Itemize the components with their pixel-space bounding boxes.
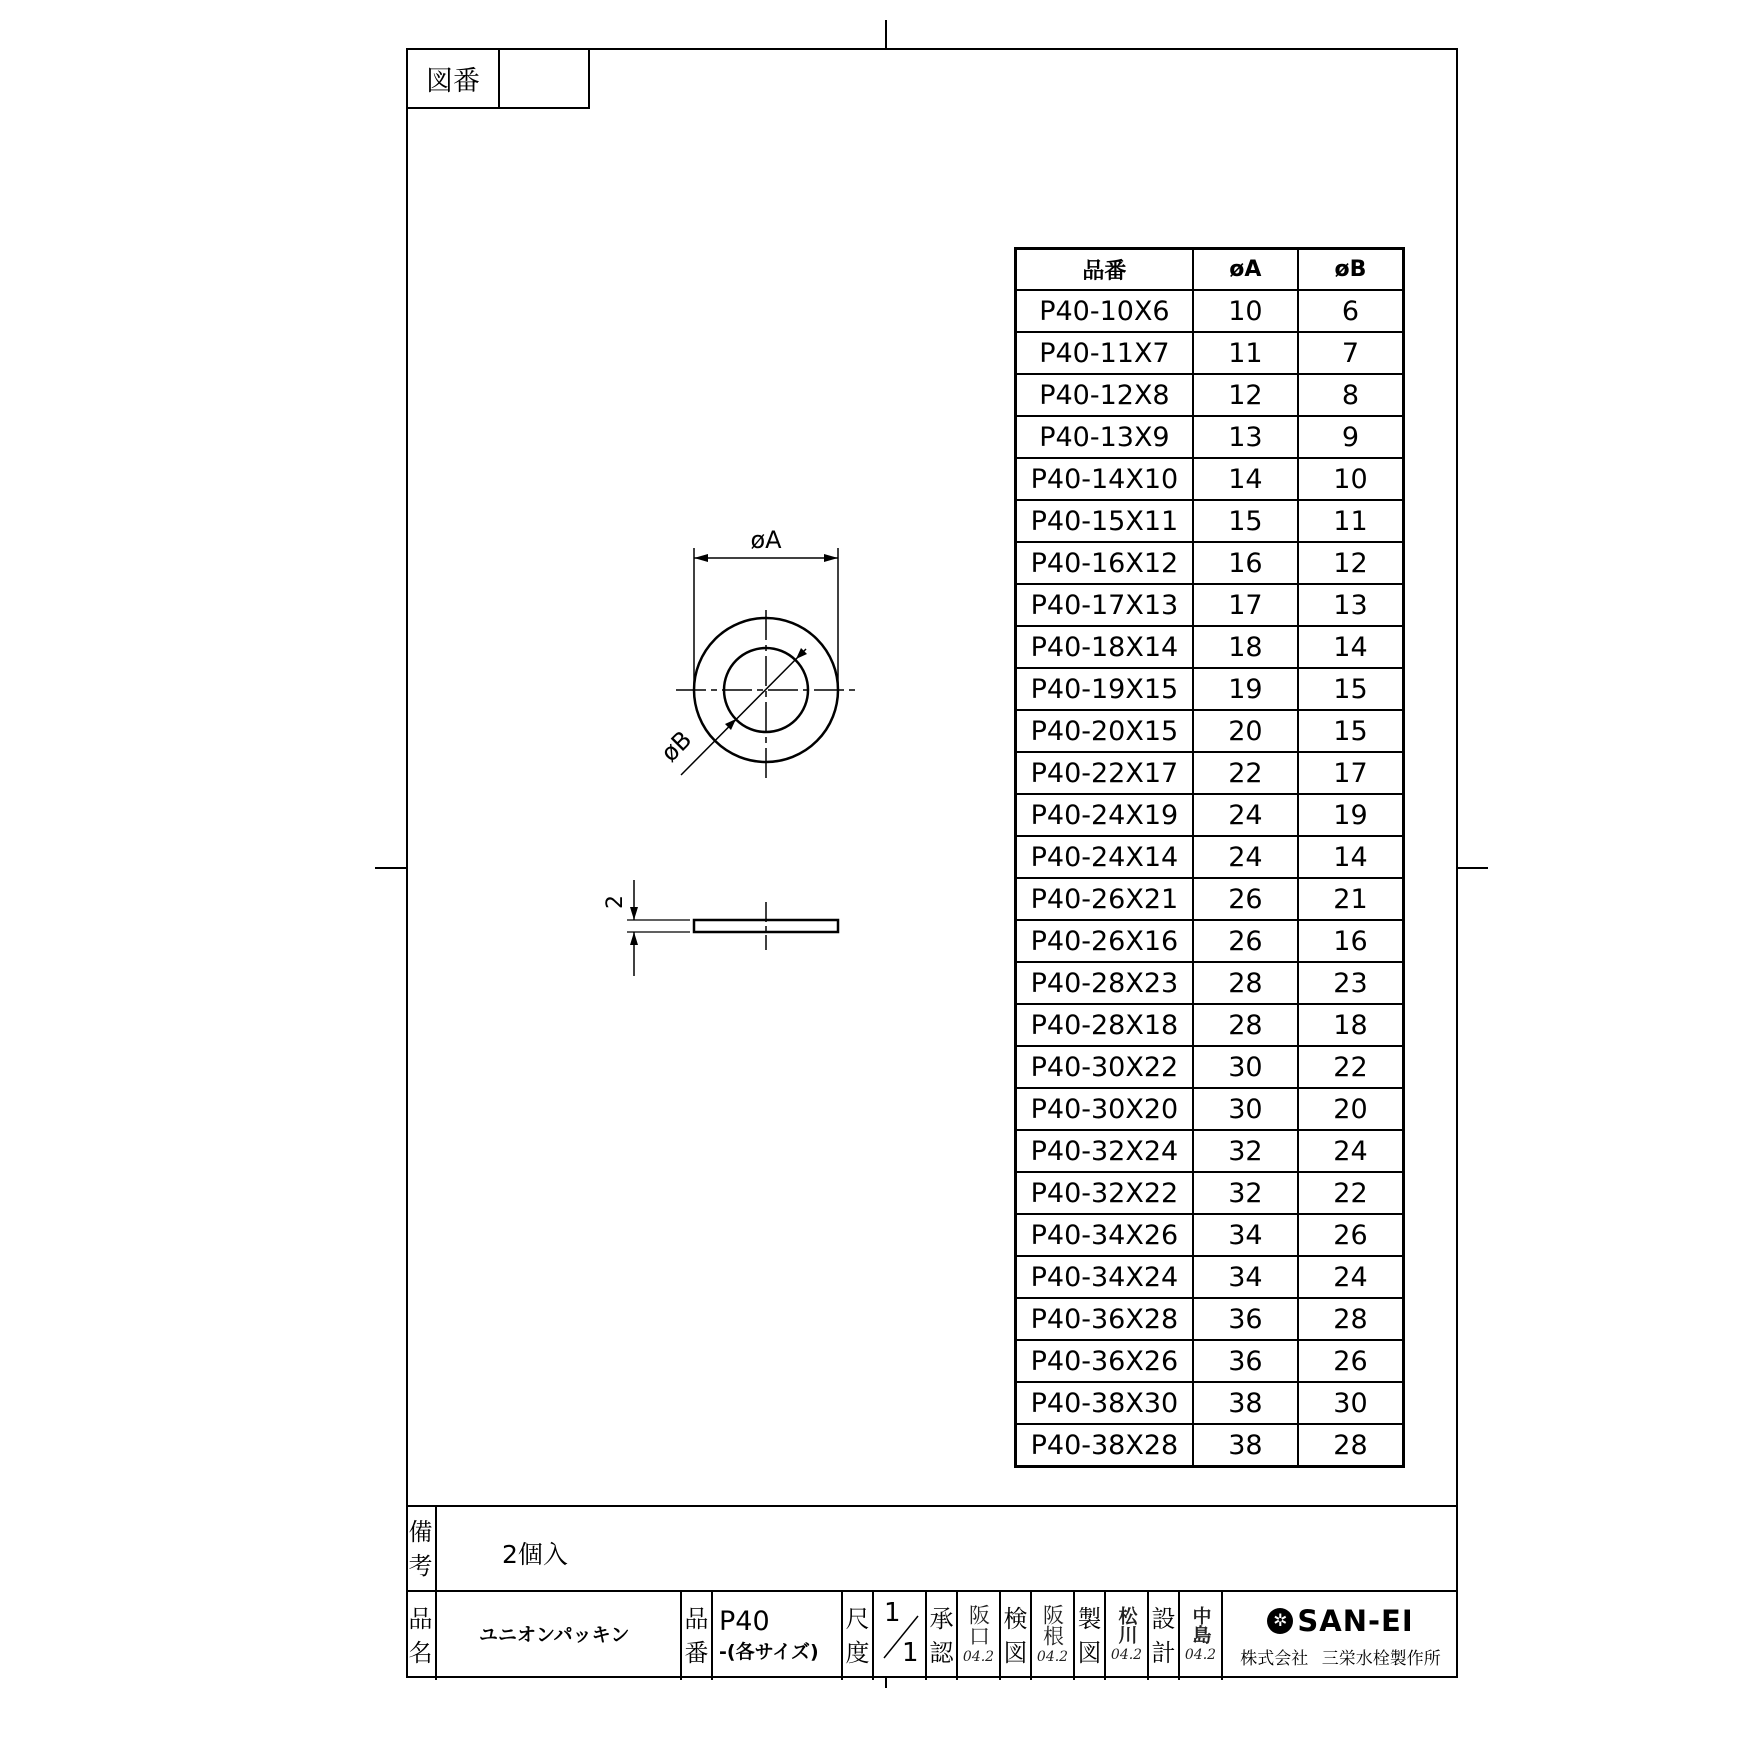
design-signature: 中島 04.2 xyxy=(1180,1592,1223,1680)
part-number-cell: P40-38X30 xyxy=(1016,1382,1193,1424)
phi-b-cell: 28 xyxy=(1298,1298,1404,1340)
phi-b-cell: 26 xyxy=(1298,1340,1404,1382)
part-number-cell: P40-28X23 xyxy=(1016,962,1193,1004)
table-row xyxy=(1016,1130,1404,1172)
table-row xyxy=(1016,752,1404,794)
phi-b-cell: 19 xyxy=(1298,794,1404,836)
phi-b-cell: 14 xyxy=(1298,626,1404,668)
product-name-value: ユニオンパッキン xyxy=(437,1592,682,1680)
table-row xyxy=(1016,1340,1404,1382)
phi-a-cell: 26 xyxy=(1193,920,1298,962)
part-number-cell: P40-12X8 xyxy=(1016,374,1193,416)
phi-b-cell: 15 xyxy=(1298,710,1404,752)
header-part-number: 品番 xyxy=(1016,249,1193,291)
dim-t-label: 2 xyxy=(603,895,628,909)
remarks-value: 2個入 xyxy=(502,1540,568,1569)
approved-signature: 阪口 04.2 xyxy=(958,1592,1001,1680)
table-row xyxy=(1016,458,1404,500)
phi-b-cell: 22 xyxy=(1298,1046,1404,1088)
table-row xyxy=(1016,794,1404,836)
phi-a-cell: 15 xyxy=(1193,500,1298,542)
table-row xyxy=(1016,1382,1404,1424)
phi-a-cell: 24 xyxy=(1193,836,1298,878)
part-number-cell: P40-13X9 xyxy=(1016,416,1193,458)
part-number-cell: P40-38X28 xyxy=(1016,1424,1193,1467)
table-row xyxy=(1016,710,1404,752)
dim-b-leader xyxy=(681,649,806,775)
phi-a-cell: 32 xyxy=(1193,1130,1298,1172)
table-row xyxy=(1016,878,1404,920)
dim-a-arrow-right xyxy=(824,554,838,562)
company-block xyxy=(1223,1592,1458,1680)
phi-b-cell: 10 xyxy=(1298,458,1404,500)
table-row xyxy=(1016,1004,1404,1046)
part-number-cell: P40-32X22 xyxy=(1016,1172,1193,1214)
part-number-value: P40 -(各サイズ) xyxy=(713,1592,843,1680)
header-phi-a: øA xyxy=(1193,249,1298,291)
table-row xyxy=(1016,290,1404,332)
phi-b-cell: 8 xyxy=(1298,374,1404,416)
remarks-label: 備 考 xyxy=(406,1507,437,1590)
phi-a-cell: 10 xyxy=(1193,290,1298,332)
phi-a-cell: 32 xyxy=(1193,1172,1298,1214)
table-row xyxy=(1016,500,1404,542)
table-row xyxy=(1016,1298,1404,1340)
part-number-label: 品 番 xyxy=(682,1592,713,1680)
phi-a-cell: 30 xyxy=(1193,1046,1298,1088)
phi-a-cell: 36 xyxy=(1193,1340,1298,1382)
phi-a-cell: 20 xyxy=(1193,710,1298,752)
table-row xyxy=(1016,1046,1404,1088)
phi-a-cell: 38 xyxy=(1193,1382,1298,1424)
part-number-cell: P40-16X12 xyxy=(1016,542,1193,584)
table-row xyxy=(1016,668,1404,710)
table-row xyxy=(1016,1088,1404,1130)
name-row xyxy=(406,1592,1458,1680)
drawing-number-label: 図番 xyxy=(408,50,500,107)
table-row xyxy=(1016,1214,1404,1256)
part-number-cell: P40-26X16 xyxy=(1016,920,1193,962)
dim-t-arrow-top xyxy=(630,907,638,920)
approved-label: 承 認 xyxy=(927,1592,958,1680)
phi-a-cell: 38 xyxy=(1193,1424,1298,1467)
part-number-cell: P40-22X17 xyxy=(1016,752,1193,794)
phi-b-cell: 15 xyxy=(1298,668,1404,710)
phi-b-cell: 18 xyxy=(1298,1004,1404,1046)
table-row xyxy=(1016,1172,1404,1214)
phi-b-cell: 22 xyxy=(1298,1172,1404,1214)
part-number-cell: P40-11X7 xyxy=(1016,332,1193,374)
scale-slash xyxy=(874,1592,927,1680)
phi-a-cell: 11 xyxy=(1193,332,1298,374)
table-row xyxy=(1016,1424,1404,1467)
part-number-cell: P40-24X14 xyxy=(1016,836,1193,878)
part-number-cell: P40-26X21 xyxy=(1016,878,1193,920)
dim-t-arrow-bottom xyxy=(630,932,638,945)
phi-a-cell: 17 xyxy=(1193,584,1298,626)
phi-b-cell: 6 xyxy=(1298,290,1404,332)
phi-b-cell: 11 xyxy=(1298,500,1404,542)
table-row xyxy=(1016,836,1404,878)
header-phi-b: øB xyxy=(1298,249,1404,291)
part-number-cell: P40-15X11 xyxy=(1016,500,1193,542)
part-number-cell: P40-30X20 xyxy=(1016,1088,1193,1130)
phi-a-cell: 22 xyxy=(1193,752,1298,794)
drawn-label: 製 図 xyxy=(1075,1592,1106,1680)
phi-a-cell: 16 xyxy=(1193,542,1298,584)
phi-a-cell: 34 xyxy=(1193,1256,1298,1298)
phi-a-cell: 24 xyxy=(1193,794,1298,836)
drawn-signature: 松川 04.2 xyxy=(1106,1592,1149,1680)
phi-b-cell: 14 xyxy=(1298,836,1404,878)
phi-b-cell: 30 xyxy=(1298,1382,1404,1424)
part-number-cell: P40-36X28 xyxy=(1016,1298,1193,1340)
phi-b-cell: 9 xyxy=(1298,416,1404,458)
phi-b-cell: 17 xyxy=(1298,752,1404,794)
phi-b-cell: 16 xyxy=(1298,920,1404,962)
company-name: 株式会社 三栄水栓製作所 xyxy=(1240,1648,1441,1669)
phi-a-cell: 34 xyxy=(1193,1214,1298,1256)
dim-b-label: øB xyxy=(655,725,698,768)
phi-a-cell: 26 xyxy=(1193,878,1298,920)
title-block xyxy=(406,1505,1458,1678)
part-number-cell: P40-18X14 xyxy=(1016,626,1193,668)
remarks-row xyxy=(406,1507,1458,1592)
part-number-cell: P40-14X10 xyxy=(1016,458,1193,500)
part-number-cell: P40-19X15 xyxy=(1016,668,1193,710)
phi-b-cell: 26 xyxy=(1298,1214,1404,1256)
part-number-cell: P40-24X19 xyxy=(1016,794,1193,836)
dim-a-label: øA xyxy=(750,526,782,554)
phi-a-cell: 18 xyxy=(1193,626,1298,668)
company-logo: SAN-EI xyxy=(1297,1603,1414,1638)
product-name-label: 品 名 xyxy=(406,1592,437,1680)
phi-b-cell: 24 xyxy=(1298,1130,1404,1172)
part-number-cell: P40-10X6 xyxy=(1016,290,1193,332)
table-row xyxy=(1016,374,1404,416)
phi-a-cell: 12 xyxy=(1193,374,1298,416)
spec-table-header xyxy=(1016,249,1404,291)
part-number-cell: P40-17X13 xyxy=(1016,584,1193,626)
table-row xyxy=(1016,626,1404,668)
checked-label: 検 図 xyxy=(1001,1592,1032,1680)
phi-a-cell: 28 xyxy=(1193,962,1298,1004)
phi-b-cell: 21 xyxy=(1298,878,1404,920)
part-number-cell: P40-30X22 xyxy=(1016,1046,1193,1088)
phi-b-cell: 20 xyxy=(1298,1088,1404,1130)
phi-b-cell: 7 xyxy=(1298,332,1404,374)
part-number-cell: P40-36X26 xyxy=(1016,1340,1193,1382)
phi-b-cell: 23 xyxy=(1298,962,1404,1004)
phi-a-cell: 28 xyxy=(1193,1004,1298,1046)
phi-b-cell: 24 xyxy=(1298,1256,1404,1298)
table-row xyxy=(1016,584,1404,626)
scale-value: 1 1 xyxy=(874,1592,927,1680)
phi-a-cell: 30 xyxy=(1193,1088,1298,1130)
part-number-cell: P40-34X24 xyxy=(1016,1256,1193,1298)
part-number-cell: P40-34X26 xyxy=(1016,1214,1193,1256)
phi-b-cell: 12 xyxy=(1298,542,1404,584)
design-label: 設 計 xyxy=(1149,1592,1180,1680)
checked-signature: 阪根 04.2 xyxy=(1032,1592,1075,1680)
table-row xyxy=(1016,962,1404,1004)
table-row xyxy=(1016,920,1404,962)
phi-a-cell: 36 xyxy=(1193,1298,1298,1340)
table-row xyxy=(1016,1256,1404,1298)
dim-a-arrow-left xyxy=(694,554,708,562)
phi-b-cell: 13 xyxy=(1298,584,1404,626)
part-number-cell: P40-32X24 xyxy=(1016,1130,1193,1172)
center-mark-right xyxy=(1458,867,1488,869)
logo-mark-icon: ✲ xyxy=(1267,1608,1293,1634)
phi-b-cell: 28 xyxy=(1298,1424,1404,1467)
spec-table xyxy=(1014,247,1405,1468)
part-number-cell: P40-28X18 xyxy=(1016,1004,1193,1046)
part-number-cell: P40-20X15 xyxy=(1016,710,1193,752)
phi-a-cell: 19 xyxy=(1193,668,1298,710)
table-row xyxy=(1016,332,1404,374)
washer-drawing xyxy=(0,0,1000,1000)
phi-a-cell: 13 xyxy=(1193,416,1298,458)
phi-a-cell: 14 xyxy=(1193,458,1298,500)
scale-label: 尺 度 xyxy=(843,1592,874,1680)
table-row xyxy=(1016,542,1404,584)
table-row xyxy=(1016,416,1404,458)
